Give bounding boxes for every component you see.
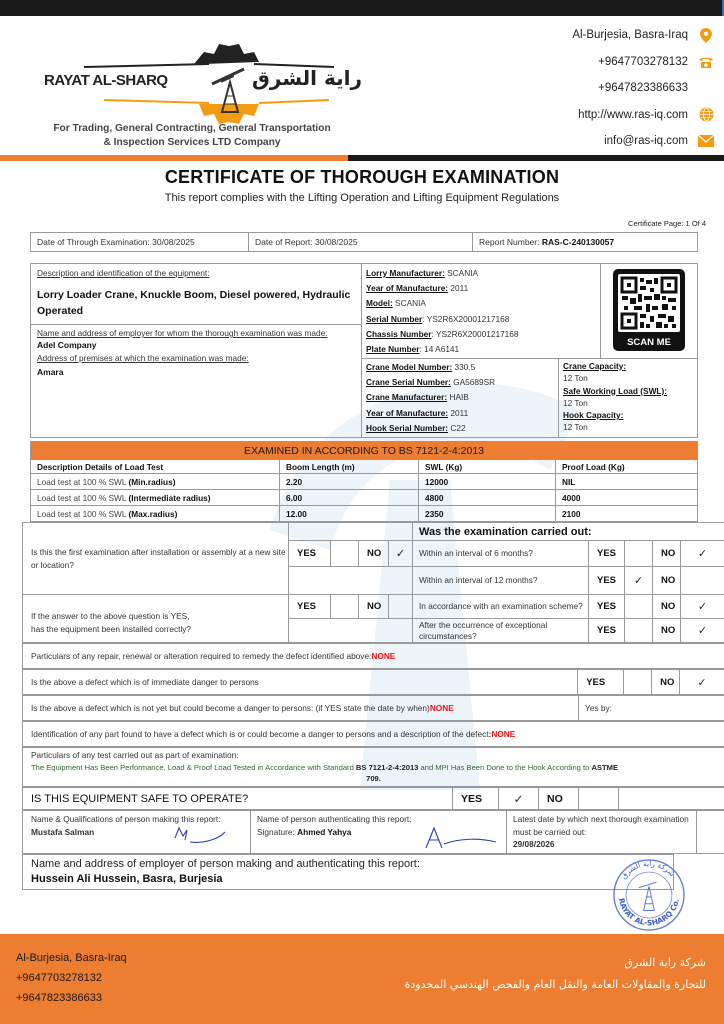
tests-description: [31, 762, 716, 774]
brand-name-ar: راية الشرق: [252, 66, 363, 90]
table-row: [31, 474, 698, 490]
exceptional-yes-checkbox[interactable]: [625, 619, 653, 643]
field-label: Year of Manufacture:: [366, 283, 449, 294]
load-test-table: [30, 441, 698, 522]
desc-prefix: Load test at 100 % SWL: [37, 492, 129, 503]
q1-no-label: NO: [359, 541, 389, 567]
check-icon: ✓: [697, 625, 708, 637]
signature-section: [22, 810, 724, 854]
field-label: Year of Manufacture:: [366, 407, 449, 418]
equipment-section: [30, 263, 698, 438]
logo-line-top: [84, 64, 209, 67]
authenticator-label: Name of person authenticating this report:: [257, 814, 412, 824]
immediate-danger-row: [22, 669, 724, 695]
exceptional-no-checkbox[interactable]: [681, 619, 724, 643]
check-icon: ✓: [513, 791, 524, 806]
field-value: SCANIA: [444, 268, 479, 278]
logo-line-bottom: [104, 100, 209, 103]
identification-label: Identification of any part found to have a defect which is or could become a danger to persons and a description of the defect: [31, 729, 489, 739]
crane-capacity-value: 12 Ton: [563, 373, 588, 384]
examination-grid: [22, 522, 724, 643]
crane-year: [366, 406, 495, 421]
qr-cell: [600, 264, 697, 359]
next-exam-label: Latest date by which next thorough examination must be carried out:: [513, 814, 689, 837]
tagline-line-1: For Trading, General Contracting, General Transportation: [53, 123, 331, 134]
contact-address: [494, 22, 714, 49]
check-icon: ✓: [697, 601, 708, 613]
field-value: 2011: [448, 407, 469, 418]
report-maker-name: Mustafa Salman: [31, 826, 95, 837]
col-header-swl: SWL (Kg): [419, 460, 556, 474]
interval-12-no-label: NO: [653, 567, 681, 595]
contact-email-text[interactable]: info@ras-iq.com: [604, 135, 688, 148]
hook-capacity-value: 12 Ton: [563, 422, 588, 433]
employer-value: Adel Company: [37, 340, 97, 350]
certificate-page-number: Certificate Page: 1 Of 4: [628, 219, 706, 228]
lorry-manufacturer: [366, 266, 519, 281]
tagline-line-2: & Inspection Services LTD Company: [103, 137, 281, 148]
footer-phone-2[interactable]: +9647823386633: [16, 992, 102, 1004]
exceptional-circumstances-label: After the occurrence of exceptional circumstances?: [413, 619, 589, 643]
equipment-desc-cell: [31, 264, 361, 325]
capacity-cell: [558, 359, 697, 437]
envelope-icon: [698, 133, 714, 149]
exam-date: Date of Through Examination: 30/08/2025: [31, 233, 249, 251]
report-maker-cell: [23, 811, 251, 853]
identification-value: NONE: [491, 729, 516, 739]
contact-website: [494, 102, 714, 129]
footer-address: Al-Burjesia, Basra-Iraq: [16, 952, 127, 964]
footer: [0, 934, 724, 1024]
q1-spacer-bottom: [289, 567, 413, 595]
contact-phone-1-text[interactable]: +9647703278132: [598, 55, 688, 68]
immediate-danger-label: Is the above a defect which is of immediate danger to persons: [23, 670, 578, 694]
table-row: [31, 490, 698, 506]
carried-out-title: Was the examination carried out:: [413, 523, 724, 541]
q1-spacer-top: [289, 523, 413, 541]
safe-yes-label: YES: [453, 788, 499, 809]
contact-phone-2: [494, 75, 714, 102]
field-label: Hook Serial Number:: [366, 422, 449, 433]
exam-scheme-no-checkbox[interactable]: [681, 595, 724, 619]
report-number: [473, 233, 697, 251]
field-value: HAIB: [447, 392, 469, 403]
immediate-yes-checkbox[interactable]: [624, 670, 652, 694]
employer-of-reporter-value: Hussein Ali Hussein, Basra, Burjesia: [31, 873, 223, 885]
report-number-value: RAS-C-240130057: [541, 237, 615, 247]
q2-prefix: If the answer to the above question is YES,: [31, 611, 190, 621]
field-value: : YS2R6X20001217168: [422, 313, 510, 324]
company-tagline: [44, 122, 340, 150]
hook-capacity-label: [563, 409, 693, 421]
qr-code[interactable]: [613, 269, 685, 351]
interval-12-no-checkbox[interactable]: [681, 567, 724, 595]
load-test-banner: EXAMINED IN ACCORDING TO BS 7121-2-4:2013: [31, 442, 698, 460]
field-label: Hook Capacity:: [563, 410, 624, 421]
safe-yes-checkbox[interactable]: [499, 788, 539, 809]
field-value: C22: [448, 422, 466, 433]
desc-prefix: Load test at 100 % SWL: [37, 508, 129, 519]
immediate-no-label: NO: [652, 670, 680, 694]
future-danger-label: Is the above a defect which is not yet but could become a danger to persons: (if YES state the date by when): [31, 703, 430, 713]
col-header-proof-load: Proof Load (Kg): [556, 460, 698, 474]
swl-label: [563, 385, 693, 397]
q1-yes-checkbox[interactable]: [331, 541, 359, 567]
tests-astm: ASTME: [591, 762, 619, 772]
safe-no-checkbox[interactable]: [579, 788, 619, 809]
future-danger-value: NONE: [429, 703, 454, 713]
lorry-plate: [366, 342, 519, 357]
field-label: Crane Model Number:: [366, 362, 453, 372]
proof-load-value: 2100: [556, 506, 698, 522]
interval-6-no-checkbox[interactable]: [681, 541, 724, 567]
exceptional-yes-label: YES: [589, 619, 625, 643]
tests-text-1: The Equipment Has Been Performance, Load & Proof Load Tested in Accordance with Standard: [31, 762, 356, 772]
premises-label: Address of premises at which the examination was made:: [37, 353, 249, 363]
field-label: Model:: [366, 298, 393, 309]
footer-arabic-description: للتجارة والمقاولات العامة والنقل العام والفحص الهندسي المحدودة: [404, 978, 706, 991]
tests-label: Particulars of any test carried out as part of examination:: [31, 750, 239, 760]
exam-scheme-yes-label: YES: [589, 595, 625, 619]
contact-phone-2-text[interactable]: +9647823386633: [598, 82, 688, 95]
footer-phone-1[interactable]: +9647703278132: [16, 972, 102, 984]
exceptional-no-label: NO: [653, 619, 681, 643]
scan-me-label: SCAN ME: [627, 337, 671, 348]
desc-prefix: Load test at 100 % SWL: [37, 476, 129, 487]
swl-value: 2350: [419, 506, 556, 522]
gear-bottom-icon: [199, 104, 259, 124]
footer-arabic: [405, 952, 706, 996]
interval-12-yes-label: YES: [589, 567, 625, 595]
header-divider: [0, 155, 724, 161]
repair-particulars-row: [22, 643, 724, 669]
exam-scheme-label: In accordance with an examination scheme?: [413, 595, 589, 619]
divider-black: [348, 155, 724, 161]
check-icon: ✓: [395, 548, 406, 560]
question-first-exam: Is this the first examination after installation or assembly at a new site or location?: [23, 523, 289, 595]
stamp-text-en: RAYAT AL-SHARQ Co.: [616, 897, 681, 928]
tests-standard: BS 7121-2-4:2013: [355, 762, 419, 772]
field-value: : 14 A6141: [419, 344, 460, 355]
field-label: Crane Serial Number:: [366, 377, 451, 388]
interval-6-yes-checkbox[interactable]: [625, 541, 653, 567]
load-test-desc: [31, 506, 280, 522]
brand-name-en: RAYAT AL-SHARQ: [44, 72, 168, 89]
footer-arabic-company: شركة راية الشرق: [624, 956, 706, 969]
field-value: GA5689SR: [450, 377, 496, 388]
boom-length-value: 12.00: [280, 506, 419, 522]
q2-no-checkbox[interactable]: [389, 595, 413, 619]
crane-serial: [366, 375, 495, 390]
repair-label: Particulars of any repair, renewal or alteration required to remedy the defect identified above:: [31, 651, 372, 661]
future-danger-row: [22, 695, 724, 721]
crane-capacity-label: [563, 360, 693, 372]
proof-load-value: NIL: [556, 474, 698, 490]
table-row: [31, 506, 698, 522]
identification-colon: :: [488, 729, 492, 739]
report-date: Date of Report: 30/08/2025: [249, 233, 473, 251]
exam-scheme-yes-checkbox[interactable]: [625, 595, 653, 619]
divider-orange: [0, 155, 348, 161]
q2-spacer-bottom: [289, 619, 413, 643]
interval-6-yes-label: YES: [589, 541, 625, 567]
tests-row: [22, 747, 724, 787]
lorry-info: [366, 266, 519, 357]
desc-radius: (Intermediate radius): [128, 492, 211, 503]
crane-details: [362, 359, 697, 437]
field-value: SCANIA: [392, 298, 426, 309]
document-title: CERTIFICATE OF THOROUGH EXAMINATION: [164, 167, 560, 187]
gear-top-icon: [194, 44, 259, 64]
contact-phone-1: [494, 49, 714, 76]
boom-length-value: 6.00: [280, 490, 419, 506]
next-exam-cell: [507, 811, 697, 853]
q2-suffix: has the equipment been installed correctly?: [31, 624, 192, 634]
report-maker-label: Name & Qualifications of person making this report:: [31, 814, 221, 824]
load-test-desc: [31, 474, 280, 490]
load-test-desc: [31, 490, 280, 506]
authenticator-name: Ahmed Yahya: [297, 826, 352, 837]
telephone-icon: [698, 54, 714, 70]
employer-label: Name and address of employer for whom the thorough examination was made:: [37, 328, 328, 338]
field-label: Crane Capacity:: [563, 361, 627, 371]
lorry-year: [366, 281, 519, 296]
swl-value: 12 Ton: [563, 397, 588, 408]
safe-to-operate-question: IS THIS EQUIPMENT SAFE TO OPERATE?: [23, 788, 453, 809]
contact-website-text[interactable]: http://www.ras-iq.com: [578, 108, 688, 121]
repair-value: NONE: [371, 651, 396, 661]
interval-12-yes-checkbox[interactable]: [625, 567, 653, 595]
equipment-description: [31, 264, 362, 437]
q2-yes-label: YES: [289, 595, 331, 619]
date-bar: [30, 232, 698, 252]
crane-model: [366, 360, 495, 375]
report-number-label: Report Number:: [479, 237, 540, 247]
tests-astm-number: 709.: [366, 774, 381, 783]
footer-contact: [16, 948, 127, 1008]
qr-code-icon: [618, 274, 680, 332]
logo-line-bottom-right: [259, 100, 329, 103]
field-label: Safe Working Load (SWL):: [563, 385, 668, 396]
lorry-details: [362, 264, 697, 359]
equipment-desc-value: Lorry Loader Crane, Knuckle Boom, Diesel powered, Hydraulic Operated: [37, 289, 351, 317]
crane-manufacturer: [366, 390, 495, 405]
authenticator-cell: [251, 811, 507, 853]
check-icon: ✓: [697, 676, 707, 689]
equipment-desc-label: Description and identification of the equipment:: [37, 268, 210, 278]
stamp-text-ar: شركة راية الشرق: [618, 859, 677, 881]
signature-label: Signature:: [257, 826, 298, 837]
check-icon: ✓: [697, 548, 708, 560]
field-label: Chassis Number: [366, 328, 432, 339]
field-label: Crane Manufacturer:: [366, 392, 448, 403]
tests-text-2: and MPI Has Been Done to the Hook According to: [418, 762, 592, 772]
top-bar: [0, 0, 724, 16]
contact-info: [494, 22, 714, 155]
future-danger-cell: [23, 696, 579, 720]
swl-value: 4800: [419, 490, 556, 506]
defect-identification-row: [22, 721, 724, 747]
field-label: Serial Number: [366, 313, 423, 324]
interval-6-no-label: NO: [653, 541, 681, 567]
contact-email: [494, 128, 714, 155]
field-value: 330.5: [452, 362, 476, 372]
lorry-chassis: [366, 327, 519, 342]
qr-pattern: [618, 274, 680, 332]
immediate-no-checkbox[interactable]: [680, 670, 724, 694]
desc-radius: (Max.radius): [128, 508, 178, 519]
col-header-boom-length: Boom Length (m): [280, 460, 419, 474]
document-subtitle: This report complies with the Lifting Operation and Lifting Equipment Regulations: [164, 192, 560, 204]
safe-to-operate-row: [22, 787, 724, 810]
proof-load-value: 4000: [556, 490, 698, 506]
location-pin-icon: [698, 27, 714, 43]
load-test-header-row: [31, 460, 698, 474]
employer-of-reporter-label: Name and address of employer of person making and authenticating this report:: [31, 858, 420, 870]
svg-text:RAYAT AL-SHARQ Co.: [617, 897, 681, 927]
lorry-serial: [366, 312, 519, 327]
immediate-yes-label: YES: [578, 670, 624, 694]
lorry-model: [366, 296, 519, 311]
field-value: : YS2R6X20001217168: [431, 328, 519, 339]
globe-icon: [698, 107, 714, 123]
q1-no-checkbox[interactable]: [389, 541, 413, 567]
employer-cell: [31, 325, 361, 381]
exam-scheme-no-label: NO: [653, 595, 681, 619]
desc-radius: (Min.radius): [128, 476, 176, 487]
q2-yes-checkbox[interactable]: [331, 595, 359, 619]
field-label: Plate Number: [366, 344, 420, 355]
premises-value: Amara: [37, 367, 64, 377]
check-icon: ✓: [633, 575, 644, 587]
field-value: 2011: [448, 283, 469, 294]
interval-12-months-label: Within an interval of 12 months?: [413, 567, 589, 595]
swl-value: 12000: [419, 474, 556, 490]
field-label: Lorry Manufacturer:: [366, 268, 445, 278]
next-exam-date: 29/08/2026: [513, 839, 555, 849]
hook-serial: [366, 421, 495, 436]
safe-no-label: NO: [539, 788, 579, 809]
contact-address-text: Al-Burjesia, Basra-Iraq: [572, 29, 688, 42]
crane-info: [366, 360, 495, 436]
q2-no-label: NO: [359, 595, 389, 619]
interval-6-months-label: Within an interval of 6 months?: [413, 541, 589, 567]
col-header-description: Description Details of Load Test: [31, 460, 280, 474]
boom-length-value: 2.20: [280, 474, 419, 490]
company-logo: [44, 24, 363, 152]
question-installed-correctly: [23, 595, 289, 643]
employer-of-reporter: [22, 854, 674, 890]
yes-by-label: Yes by:: [585, 703, 612, 713]
q1-yes-label: YES: [289, 541, 331, 567]
